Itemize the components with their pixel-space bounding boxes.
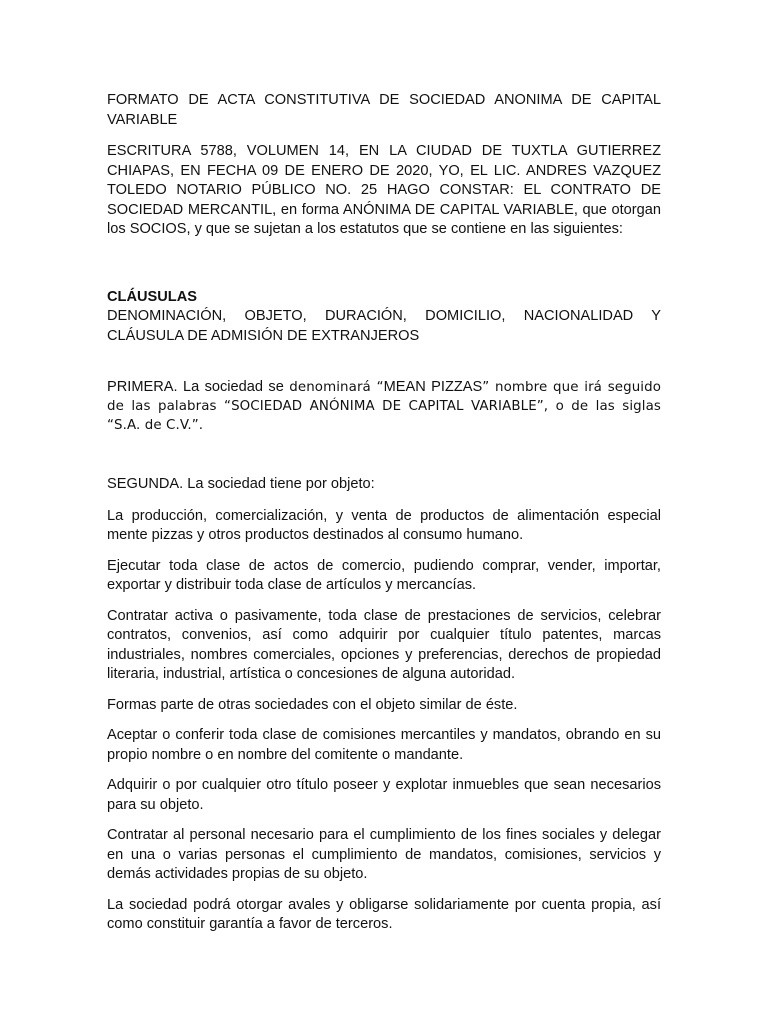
document-title: FORMATO DE ACTA CONSTITUTIVA DE SOCIEDAD ANONIMA DE CAPITAL VARIABLE — [107, 92, 661, 128]
denominacion-heading: DENOMINACIÓN, OBJETO, DURACIÓN, DOMICILIO, NACIONALIDAD Y CLÁUSULA DE ADMISIÓN DE EXTRANJEROS — [107, 308, 661, 344]
objeto-paragraph: Aceptar o conferir toda clase de comisiones mercantiles y mandatos, obrando en su propio nombre o en nombre del comitente o mandante. — [107, 727, 661, 763]
clausulas-heading: CLÁUSULAS — [107, 288, 197, 305]
escritura-text-4: , que otorgan los SOCIOS, y que se sujetan a los estatutos que se contiene en las siguientes: — [107, 201, 662, 237]
escritura-paragraph — [107, 142, 661, 240]
escritura-text-3: ANÓNIMA DE CAPITAL VARIABLE — [342, 201, 574, 218]
objeto-paragraph: La sociedad podrá otorgar avales y obligarse solidariamente por cuenta propia, así como constituir garantía a favor de terceros. — [107, 896, 661, 932]
document-page — [107, 91, 661, 946]
escritura-text-1: ESCRITURA 5788, VOLUMEN 14, EN LA CIUDAD DE TUXTLA GUTIERREZ CHIAPAS, EN FECHA 09 DE ENERO DE 2020, YO, EL LIC. ANDRES VAZQUEZ TOLEDO NOTARIO PÚBLICO NO. 25 HAGO CONSTAR: EL CONTRATO DE SOCIEDAD MERCANTIL, — [107, 143, 661, 218]
clausula-segunda-title: SEGUNDA. La sociedad tiene por objeto: — [107, 476, 375, 492]
primera-company-name: MEAN PIZZAS — [383, 379, 483, 395]
objeto-paragraph: Contratar al personal necesario para el cumplimiento de los fines sociales y delegar en una o varias personas el cumplimiento de mandatos, comisiones, servicios y demás actividades propias de su objeto. — [107, 827, 661, 882]
primera-text-2: denominará “ — [289, 380, 384, 395]
clausula-primera — [107, 378, 661, 435]
objeto-paragraph: Ejecutar toda clase de actos de comercio, pudiendo comprar, vender, importar, exportar y distribuir toda clase de artículos y mercancías. — [107, 557, 661, 593]
objeto-paragraph: La producción, comercialización, y venta de productos de alimentación especial mente pizzas y otros productos destinados al consumo humano. — [107, 507, 661, 543]
objeto-paragraph: Adquirir o por cualquier otro título poseer y explotar inmuebles que sean necesarios para su objeto. — [107, 777, 661, 813]
objeto-paragraph: Contratar activa o pasivamente, toda clase de prestaciones de servicios, celebrar contratos, convenios, así como adquirir por cualquier título patentes, marcas industriales, nombres comerciales, opciones y preferencias, derechos de propiedad literaria, industrial, artística o concesiones de alguna autoridad. — [107, 607, 661, 682]
primera-text-3: ” nombre que irá seguido de las palabras “SOCIEDAD ANÓNIMA DE CAPITAL VARIABLE”, o de las siglas “S.A. de C.V.”. — [107, 380, 662, 433]
objeto-paragraph: Formas parte de otras sociedades con el objeto similar de éste. — [107, 696, 518, 713]
primera-text-1: PRIMERA. La sociedad se — [107, 379, 290, 395]
escritura-text-2: en forma — [280, 201, 343, 218]
